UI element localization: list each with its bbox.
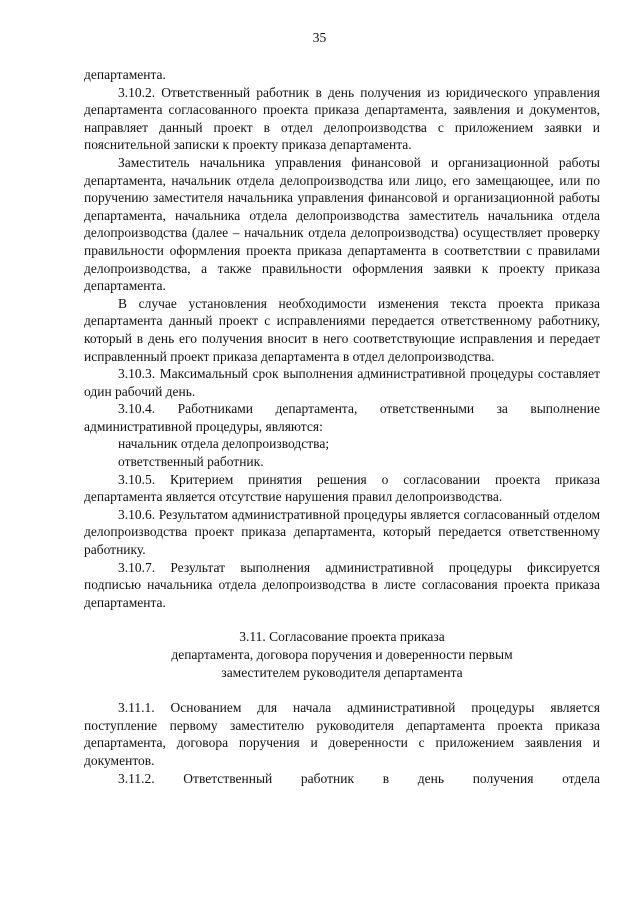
list-item-head-of-department: начальник отдела делопроизводства; bbox=[118, 436, 330, 452]
paragraph-3-10-5: 3.10.5. Критерием принятия решения о согласовании проекта приказа департамента является отсутствие нарушения правил делопроизводства. bbox=[84, 471, 600, 505]
section-heading-3-11 bbox=[84, 628, 600, 681]
list-item-responsible-worker: ответственный работник. bbox=[118, 454, 264, 470]
paragraph-3-11-1: 3.11.1. Основанием для начала административной процедуры является поступление первому заместителю руководителя департамента проекта приказа департамента, договора поручения и доверенности с приложением заявления и документов. bbox=[84, 700, 600, 768]
paragraph-3-10-2: 3.10.2. Ответственный работник в день получения из юридического управления департамента согласованного проекта приказа департамента, заявления и документов, направляет данный проект в отдел делопроизводства с приложением заявки и пояснительной записки к проекту приказа департамента. bbox=[84, 84, 600, 153]
document-body bbox=[84, 66, 600, 787]
section-heading-line: заместителем руководителя департамента bbox=[221, 664, 463, 680]
paragraph-corrections: В случае установления необходимости изменения текста проекта приказа департамента данный проект с исправлениями передается ответственному работнику, который в день его получения вносит в него соответствующие исправления и передает исправленный проект приказа департамента в отдел делопроизводства. bbox=[84, 295, 600, 364]
paragraph-3-11-2: 3.11.2. Ответственный работник в день получения отдела bbox=[118, 770, 600, 786]
section-heading-line: департамента, договора поручения и доверенности первым bbox=[171, 647, 513, 662]
paragraph-deputy-check: Заместитель начальника управления финансовой и организационной работы департамента, начальник отдела делопроизводства или лицо, его замещающее, или по поручению заместителя начальника управления финансовой и организационной работы департамента, начальника отдела делопроизводства заместитель начальника отдела делопроизводства (далее – начальник отдела делопроизводства) осуществляет проверку правильности оформления проекта приказа департамента в соответствии с правилами делопроизводства, а также правильности оформления заявки к проекту приказа департамента. bbox=[84, 154, 600, 294]
paragraph-continuation: департамента. bbox=[84, 67, 166, 82]
paragraph-3-10-7: 3.10.7. Результат выполнения административной процедуры фиксируется подписью начальника отдела делопроизводства в листе согласования проекта приказа департамента. bbox=[84, 559, 600, 610]
page-number: 35 bbox=[312, 30, 327, 45]
paragraph-3-10-4: 3.10.4. Работниками департамента, ответственными за выполнение административной процедуры, являются: bbox=[84, 401, 600, 434]
section-heading-line: 3.11. Согласование проекта приказа bbox=[239, 629, 445, 645]
paragraph-3-10-3: 3.10.3. Максимальный срок выполнения административной процедуры составляет один рабочий день. bbox=[84, 366, 600, 399]
paragraph-3-10-6: 3.10.6. Результатом административной процедуры является согласованный отделом делопроизводства проект приказа департамента, который передается ответственному работнику. bbox=[84, 506, 600, 558]
